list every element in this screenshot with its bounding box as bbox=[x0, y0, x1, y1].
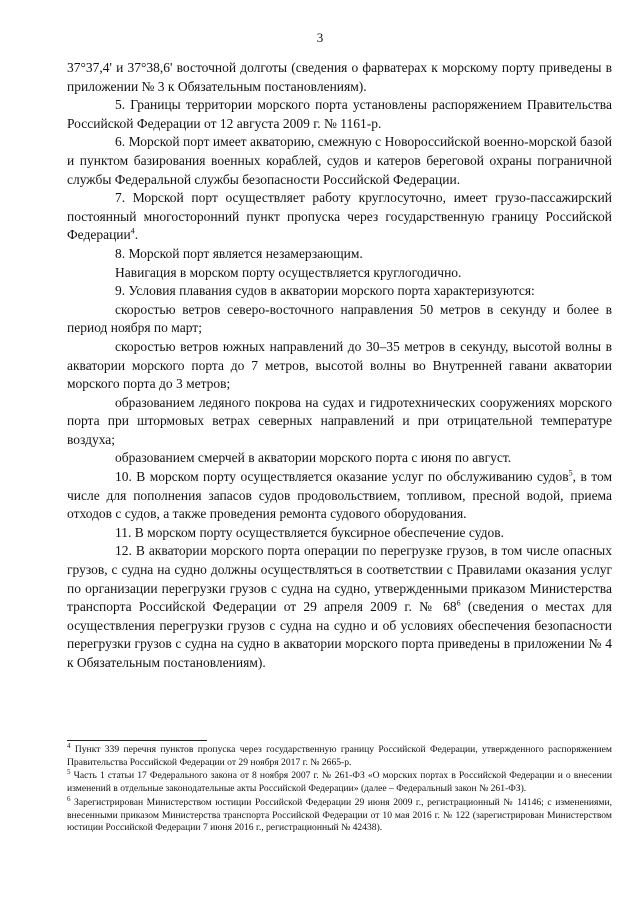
paragraph-7-end: . bbox=[134, 227, 139, 243]
paragraph-11: 11. В морском порту осуществляется буксирное обеспечение судов. bbox=[115, 524, 505, 540]
paragraph-9-item-b: скоростью ветров южных направлений до 30–35 метров в секунду, высотой волны в акватории морского порта до 7 метров, высотой волны во Внутренней гавани акватории морского порта до 3 метров; bbox=[67, 338, 612, 392]
footnote-number: 5 bbox=[67, 768, 71, 777]
footnote-text: Пункт 339 перечня пунктов пропуска через государственную границу Российской Федерации, утвержденного распоряжением Правительства Российской Федерации от 29 ноября 2017 г. № 2665-р. bbox=[67, 744, 612, 768]
paragraph-9-item-c: образованием ледяного покрова на судах и гидротехнических сооружениях морского порта при штормовых ветрах северных направлений и при отрицательной температуре воздуха; bbox=[67, 394, 612, 447]
footnote-6 bbox=[67, 794, 612, 835]
paragraph-9: 9. Условия плавания судов в акватории морского порта характеризуются: bbox=[115, 283, 535, 299]
paragraph-continuation: 37°37,4' и 37°38,6' восточной долготы (сведения о фарватерах к морскому порту приведены в приложении № 3 к Обязательным постановлениям). bbox=[67, 60, 612, 94]
paragraph-9-item-d: образованием смерчей в акватории морского порта с июня по август. bbox=[115, 450, 512, 466]
footnotes bbox=[67, 741, 612, 836]
paragraph-12-text-b: (сведения о местах для осуществления перегрузки грузов с судна на судно и об условиях обеспечения безопасности перегрузки грузов с судна на судно в акватории морского порта приведены в приложении № 4 к Обязательным постановлениям). bbox=[67, 599, 612, 670]
footnote-text: Зарегистрирован Министерством юстиции Российской Федерации 29 июня 2009 г., регистрационный № 14146; с изменениями, внесенными приказом Министерства транспорта Российской Федерации от 10 мая 2016 г. № 122 (зарегистрирован Министерством юстиции Российской Федерации 7 июня 2016 г., регистрационный № 42438). bbox=[67, 796, 612, 834]
paragraph-10-text-b: , в том числе для пополнения запасов судов продовольствием, топливом, пресной водой, приема отходов с судов, а также проведения ремонта судового оборудования. bbox=[67, 469, 612, 522]
page-number: 3 bbox=[316, 30, 324, 45]
main-text bbox=[67, 59, 612, 673]
footnote-number: 6 bbox=[67, 794, 71, 803]
footnote-text: Часть 1 статьи 17 Федерального закона от 8 ноября 2007 г. № 261-ФЗ «О морских портах в Российской Федерации и о внесении изменений в отдельные законодательные акты Российской Федерации» (далее – Федеральный закон № 261-ФЗ). bbox=[67, 770, 612, 795]
footnote-ref-5: 5 bbox=[568, 468, 573, 478]
paragraph-5: 5. Границы территории морского порта установлены распоряжением Правительства Российской Федерации от 12 августа 2009 г. № 1161-р. bbox=[67, 97, 612, 131]
footnote-number: 4 bbox=[67, 741, 71, 750]
paragraph-8-navigation: Навигация в морском порту осуществляется круглогодично. bbox=[115, 264, 462, 280]
footnote-divider bbox=[67, 740, 207, 741]
footnote-ref-4: 4 bbox=[130, 226, 135, 236]
paragraph-9-item-a: скоростью ветров северо-восточного направления 50 метров в секунду и более в период ноября по март; bbox=[67, 301, 612, 336]
footnote-4 bbox=[67, 741, 612, 769]
paragraph-7 bbox=[67, 189, 612, 245]
paragraph-8: 8. Морской порт является незамерзающим. bbox=[115, 245, 363, 261]
paragraph-12-text-a: 12. В акватории морского порта операции по перегрузке грузов, в том числе опасных грузов, с судна на судно должны осуществляться в соответствии с Правилами оказания услуг по организации перегрузки грузов с судна на судно, утвержденными приказом Министерства транспорта Российской Федерации от 29 апреля 2009 г. № 68 bbox=[67, 543, 612, 615]
footnote-ref-6: 6 bbox=[456, 598, 461, 608]
footnote-5 bbox=[67, 770, 612, 795]
paragraph-6: 6. Морской порт имеет акваторию, смежную с Новороссийской военно-морской базой и пунктом базирования военных кораблей, судов и катеров береговой охраны пограничной службы Федеральной службы безопасности Российской Федерации. bbox=[67, 134, 612, 187]
paragraph-10 bbox=[67, 468, 612, 524]
paragraph-7-text: 7. Морской порт осуществляет работу круглосуточно, имеет грузо-пассажирский постоянный многосторонний пункт пропуска через государственную границу Российской Федерации bbox=[67, 190, 612, 243]
paragraph-10-text-a: 10. В морском порту осуществляется оказание услуг по обслуживанию судов bbox=[115, 469, 569, 485]
paragraph-12 bbox=[67, 542, 612, 672]
